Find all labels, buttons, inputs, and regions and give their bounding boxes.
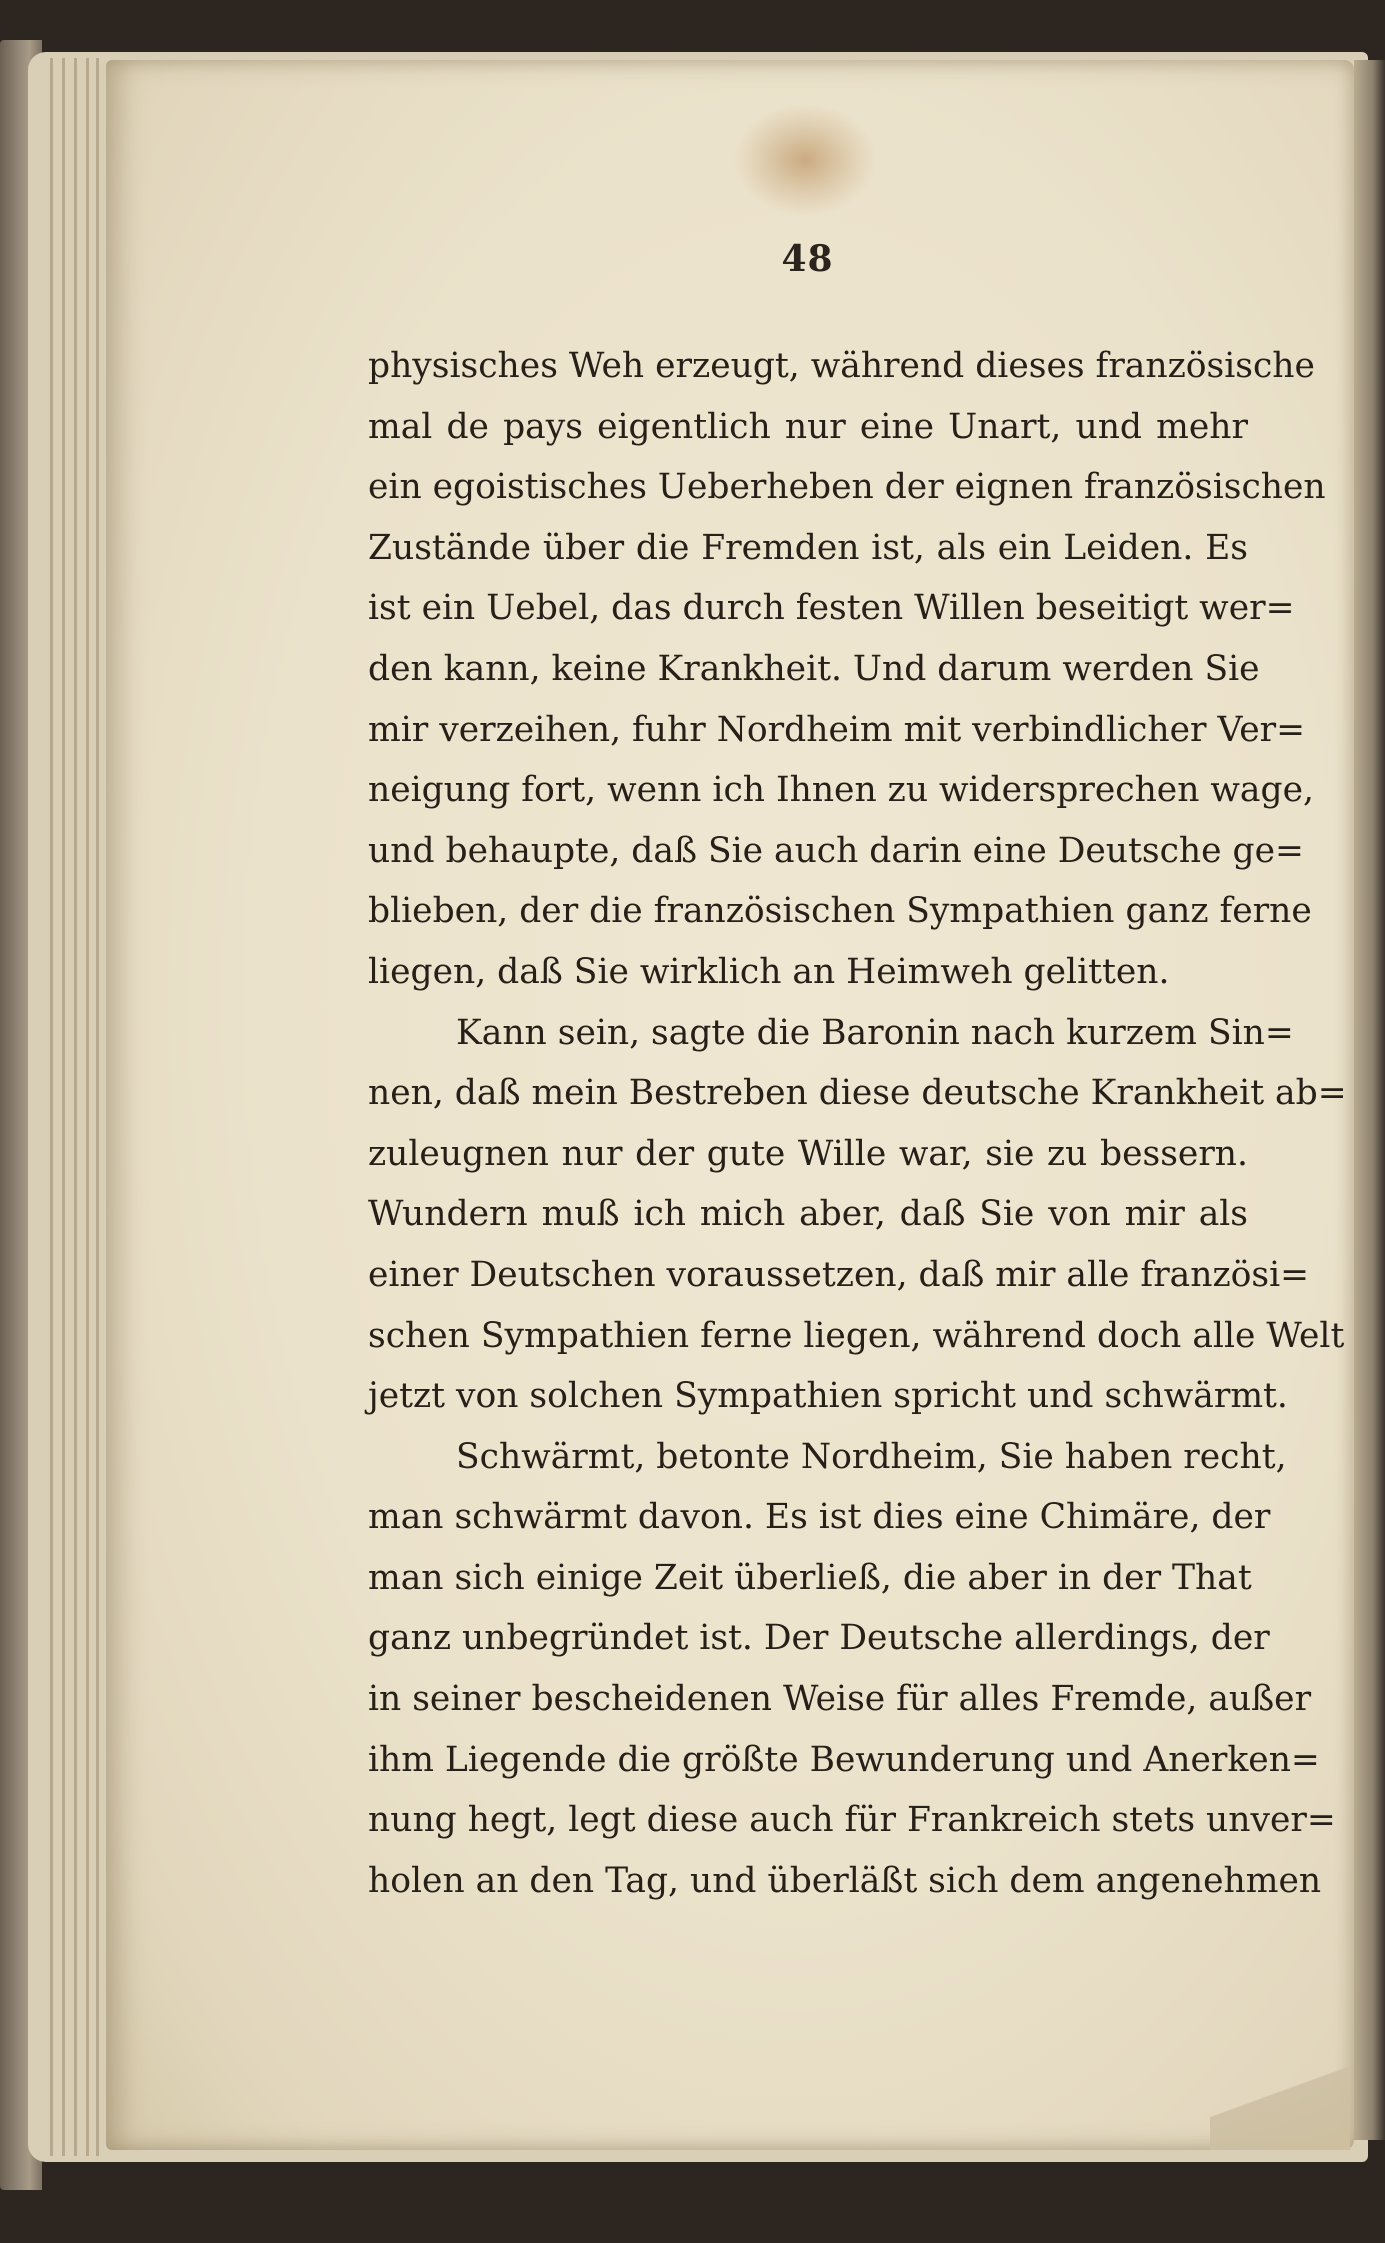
text-line: nen, daß mein Bestreben diese deutsche Krankheit ab=: [368, 1073, 1347, 1114]
page-leaf-edge: [62, 58, 65, 2156]
text-line: blieben, der die französischen Sympathien ganz ferne: [368, 891, 1312, 932]
text-line: liegen, daß Sie wirklich an Heimweh gelitten.: [368, 951, 1170, 992]
page-leaf-edge: [86, 58, 89, 2156]
text-line: physisches Weh erzeugt, während dieses französische: [368, 346, 1315, 386]
text-line: in seiner bescheidenen Weise für alles Fremde, außer: [368, 1679, 1312, 1720]
page-number: 48: [781, 238, 834, 280]
text-line: und behaupte, daß Sie auch darin eine Deutsche ge=: [368, 830, 1304, 871]
text-line: Kann sein, sagte die Baronin nach kurzem Sin=: [456, 1012, 1294, 1053]
text-line: ihm Liegende die größte Bewunderung und Anerken=: [368, 1739, 1320, 1780]
text-line: Zustände über die Fremden ist, als ein Leiden. Es: [368, 527, 1248, 568]
text-line: holen an den Tag, und überläßt sich dem angenehmen: [368, 1860, 1322, 1901]
page-leaf-edge: [50, 58, 53, 2156]
paragraph: [368, 1427, 1336, 1912]
text-line: den kann, keine Krankheit. Und darum werden Sie: [368, 648, 1260, 689]
text-line: neigung fort, wenn ich Ihnen zu widersprechen wage,: [368, 770, 1314, 811]
page-corner-fold: [1210, 2060, 1350, 2150]
text-line: ist ein Uebel, das durch festen Willen beseitigt wer=: [368, 588, 1295, 629]
text-line: mir verzeihen, fuhr Nordheim mit verbindlicher Ver=: [368, 709, 1306, 750]
body-text: [368, 336, 1347, 1911]
text-line: nung hegt, legt diese auch für Frankreich stets unver=: [368, 1800, 1336, 1841]
paragraph: [368, 1003, 1347, 1427]
text-line: ein egoistisches Ueberheben der eignen französischen: [368, 467, 1326, 508]
text-line: jetzt von solchen Sympathien spricht und schwärmt.: [368, 1376, 1288, 1417]
page-leaf-edge: [74, 58, 77, 2156]
text-line: schen Sympathien ferne liegen, während doch alle Welt: [368, 1315, 1345, 1356]
text-line: ganz unbegründet ist. Der Deutsche allerdings, der: [368, 1618, 1270, 1659]
text-line: man sich einige Zeit überließ, die aber in der That: [368, 1557, 1252, 1598]
text-line: Schwärmt, betonte Nordheim, Sie haben recht,: [456, 1436, 1287, 1477]
text-line: zuleugnen nur der gute Wille war, sie zu bessern.: [368, 1133, 1248, 1174]
paragraph: [368, 336, 1326, 1003]
page-right-edge: [1354, 60, 1385, 2140]
text-line: Wundern muß ich mich aber, daß Sie von mir als: [368, 1194, 1248, 1235]
foxing-stain: [735, 105, 875, 215]
page-leaf-edge: [96, 58, 99, 2156]
text-line: einer Deutschen voraussetzen, daß mir alle französi=: [368, 1254, 1310, 1295]
text-line: mal de pays eigentlich nur eine Unart, und mehr: [368, 406, 1248, 447]
text-line: man schwärmt davon. Es ist dies eine Chimäre, der: [368, 1497, 1271, 1538]
